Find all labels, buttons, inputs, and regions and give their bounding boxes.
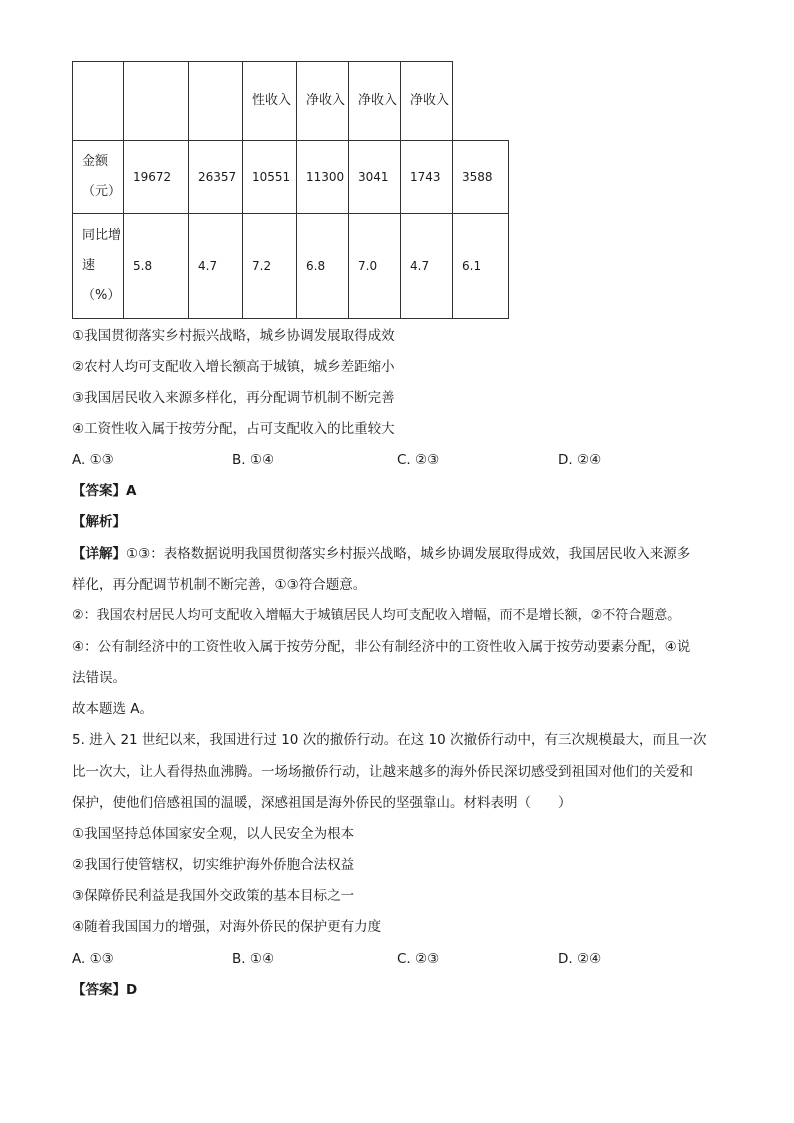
q5-statement: ③保障侨民利益是我国外交政策的基本目标之一 [72,888,355,904]
q4-detail-line: 故本题选 A。 [72,701,154,717]
q5-stem-line: 保护，使他们倍感祖国的温暖，深感祖国是海外侨民的坚强靠山。材料表明（ ） [72,795,572,811]
table-cell [73,62,124,141]
q4-option-a: A. ①③ [72,452,114,468]
q5-statement: ④随着我国国力的增强，对海外侨民的保护更有力度 [72,919,382,935]
table-cell [189,62,243,141]
detail-label: 【详解】 [72,546,126,562]
table-cell: 4.7 [401,214,453,319]
q4-analysis-label: 【解析】 [72,514,126,530]
q5-statement: ②我国行使管辖权，切实维护海外侨胞合法权益 [72,857,355,873]
row-label: 金额（元） [73,141,124,214]
q4-statement: ④工资性收入属于按劳分配，占可支配收入的比重较大 [72,421,395,437]
q5-stem-line: 比一次大，让人看得热血沸腾。一场场撤侨行动，让越来越多的海外侨民深切感受到祖国对他们的关爱和 [72,764,693,780]
q5-option-b: B. ①④ [232,951,275,967]
income-table [72,61,509,319]
table-row-amount [73,141,509,214]
table-cell: 7.2 [243,214,297,319]
q4-answer: 【答案】A [72,483,137,499]
table-header-cell: 净收入 [297,62,349,141]
row-label: 同比增速（%） [73,214,124,319]
q4-option-d: D. ②④ [558,452,602,468]
table-header-cell: 性收入 [243,62,297,141]
table-cell: 3041 [349,141,401,214]
q4-option-b: B. ①④ [232,452,275,468]
table-cell: 3588 [453,141,509,214]
q5-option-d: D. ②④ [558,951,602,967]
q4-option-c: C. ②③ [397,452,440,468]
table-cell: 4.7 [189,214,243,319]
table-cell [124,62,189,141]
q5-answer: 【答案】D [72,982,138,998]
table-cell: 26357 [189,141,243,214]
detail-text: ①③：表格数据说明我国贯彻落实乡村振兴战略，城乡协调发展取得成效，我国居民收入来源多 [126,546,691,562]
q4-detail-line: ④：公有制经济中的工资性收入属于按劳分配，非公有制经济中的工资性收入属于按劳动要素分配，④说 [72,639,691,655]
table-row-growth [73,214,509,319]
q4-detail-line [72,544,690,564]
table-cell: 5.8 [124,214,189,319]
q4-statement: ②农村人均可支配收入增长额高于城镇，城乡差距缩小 [72,359,395,375]
q4-statement: ③我国居民收入来源多样化，再分配调节机制不断完善 [72,390,395,406]
table-cell: 6.1 [453,214,509,319]
q5-option-a: A. ①③ [72,951,114,967]
table-header-row [73,62,509,141]
table-cell: 19672 [124,141,189,214]
q5-statement: ①我国坚持总体国家安全观，以人民安全为根本 [72,826,355,842]
table-cell: 1743 [401,141,453,214]
table-header-cell: 净收入 [401,62,453,141]
table-cell: 6.8 [297,214,349,319]
table-header-cell: 净收入 [349,62,401,141]
q4-statement: ①我国贯彻落实乡村振兴战略，城乡协调发展取得成效 [72,328,395,344]
table-cell: 10551 [243,141,297,214]
table-cell: 11300 [297,141,349,214]
q4-detail-line: 法错误。 [72,670,126,686]
q5-option-c: C. ②③ [397,951,440,967]
q5-stem-line: 5. 进入 21 世纪以来，我国进行过 10 次的撤侨行动。在这 10 次撤侨行动中，有三次规模最大，而且一次 [72,732,707,748]
q4-detail-line: ②：我国农村居民人均可支配收入增幅大于城镇居民人均可支配收入增幅，而不是增长额，②不符合题意。 [72,608,681,623]
table-cell: 7.0 [349,214,401,319]
q4-detail-line: 样化，再分配调节机制不断完善，①③符合题意。 [72,577,367,593]
